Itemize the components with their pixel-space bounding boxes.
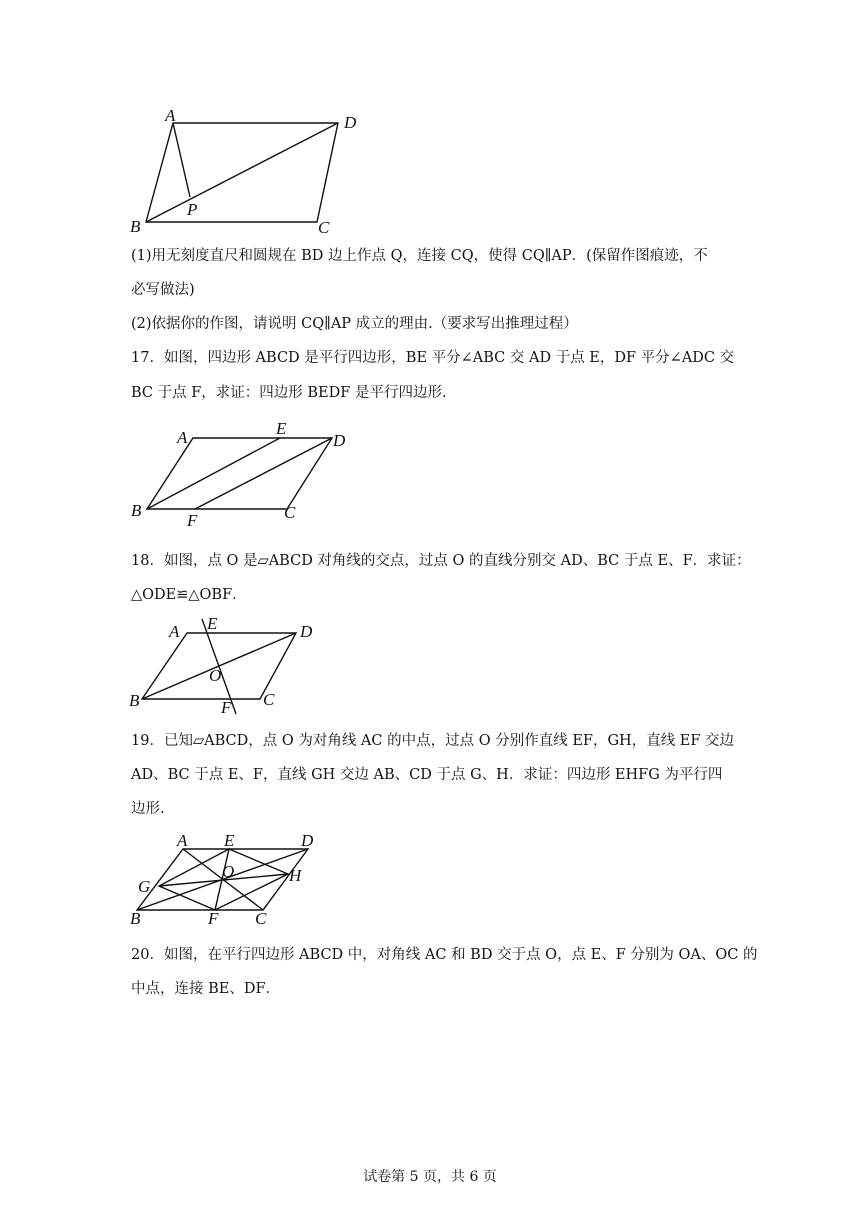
q20-line2: 中点，连接 BE、DF． (131, 981, 281, 997)
q19-line1: 19．已知▱ABCD，点 O 为对角线 AC 的中点，过点 O 分别作直线 EF，GH，直线 EF 交边 (131, 733, 735, 749)
q19-line3: 边形. (131, 801, 165, 817)
q18-line2: △ODE≌△OBF． (131, 587, 247, 603)
label-A: A (169, 622, 180, 641)
label-B: B (130, 217, 141, 236)
label-E: E (207, 614, 218, 633)
label-O: O (222, 862, 235, 881)
label-F: F (187, 511, 198, 530)
figure-q17 (125, 415, 365, 530)
label-F: F (221, 698, 232, 717)
q16-part1-line1: (1)用无刻度直尺和圆规在 BD 边上作点 Q，连接 CQ，使得 CQ∥AP．(保留作图痕迹，不 (131, 248, 708, 264)
figure-q17-lines (147, 438, 332, 509)
figure-q16-lines (146, 123, 338, 222)
q16-part1-line2: 必写做法) (131, 282, 195, 298)
label-A: A (177, 428, 188, 447)
figure-q19 (125, 828, 325, 928)
q18-line1: 18．如图，点 O 是▱ABCD 对角线的交点，过点 O 的直线分别交 AD、BC 于点 E、F．求证： (131, 553, 751, 569)
figure-q18 (125, 615, 325, 715)
label-E: E (276, 419, 287, 438)
label-O: O (209, 666, 222, 685)
label-G: G (138, 877, 151, 896)
figure-q16 (125, 105, 375, 240)
label-C: C (255, 909, 267, 928)
label-A: A (177, 831, 188, 850)
label-F: F (208, 909, 219, 928)
q19-line2: AD、BC 于点 E、F，直线 GH 交边 AB、CD 于点 G、H．求证：四边形 EHFG 为平行四 (131, 767, 723, 783)
label-D: D (344, 113, 357, 132)
label-C: C (284, 503, 296, 522)
q20-line1: 20．如图，在平行四边形 ABCD 中，对角线 AC 和 BD 交于点 O，点 E、F 分别为 OA、OC 的 (131, 947, 758, 963)
label-P: P (187, 200, 198, 219)
label-D: D (301, 831, 314, 850)
label-C: C (318, 218, 330, 237)
label-B: B (129, 691, 140, 710)
label-H: H (289, 866, 302, 885)
q17-line1: 17．如图，四边形 ABCD 是平行四边形，BE 平分∠ABC 交 AD 于点 E，DF 平分∠ADC 交 (131, 350, 735, 366)
q17-line2: BC 于点 F，求证：四边形 BEDF 是平行四边形. (131, 385, 447, 401)
label-E: E (224, 831, 235, 850)
label-D: D (333, 431, 346, 450)
label-A: A (165, 106, 176, 125)
label-D: D (300, 622, 313, 641)
label-B: B (130, 909, 141, 928)
q16-part2: (2)依据你的作图，请说明 CQ∥AP 成立的理由.（要求写出推理过程） (131, 316, 578, 332)
label-B: B (131, 501, 142, 520)
label-C: C (263, 690, 275, 709)
page-footer: 试卷第 5 页，共 6 页 (363, 1169, 497, 1185)
